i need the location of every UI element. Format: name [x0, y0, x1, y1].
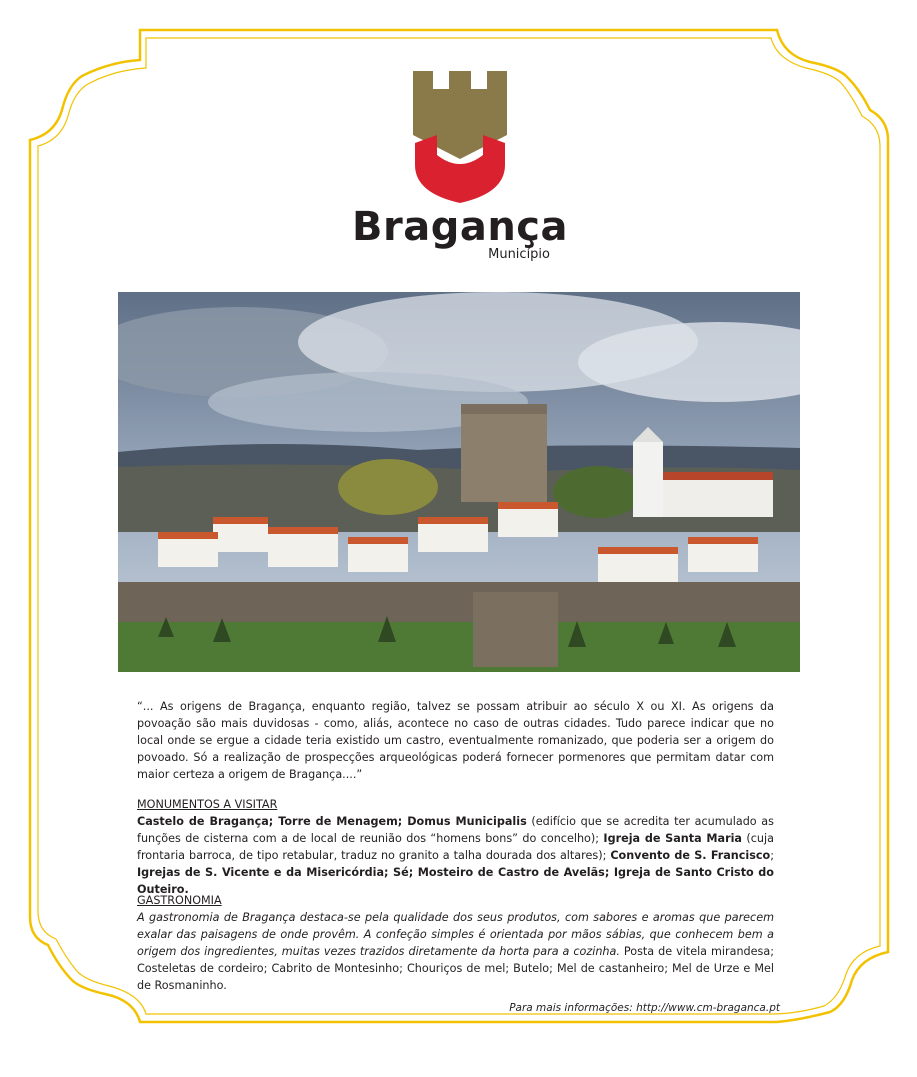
footer-link[interactable]: Para mais informações: http://www.cm-braganca.pt — [509, 1002, 780, 1014]
gastronomy-section — [137, 892, 774, 994]
brand-name: Bragança — [351, 204, 568, 250]
monuments-heading: MONUMENTOS A VISITAR — [137, 798, 278, 811]
gastronomy-heading: GASTRONOMIA — [137, 894, 222, 907]
city-photo — [118, 292, 800, 672]
municipality-logo — [340, 65, 580, 270]
gastronomy-text: A gastronomia de Bragança destaca-se pela qualidade dos seus produtos, com sabores e aromas que parecem exalar das paisagens de onde provêm. A confeção simples é orientada por mãos sábias, que conhecem bem a origem dos ingredientes, muitas vezes trazidos diretamente da horta para a cozinha. Posta de vitela mirandesa; Costeletas de cordeiro; Cabrito de Montesinho; Chouriços de mel; Butelo; Mel de castanheiro; Mel de Urze e Mel de Rosmaninho. — [137, 911, 774, 992]
history-quote: “... As origens de Bragança, enquanto região, talvez se possam atribuir ao século X ou XI. As origens da povoação são mais duvidosas - como, aliás, acontece no caso de outras cidades. Tudo parece indicar que no local onde se ergue a cidade teria existido um castro, eventualmente romanizado, que poderia ser a origem do povoado. Só a realização de prospecções arqueológicas poderá fornecer pormenores que permitam datar com maior certeza a origem de Bragança....” — [137, 700, 774, 781]
monuments-section — [137, 796, 774, 898]
monuments-text: Castelo de Bragança; Torre de Menagem; Domus Municipalis (edifício que se acredita ter acumulado as funções de cisterna com a de local de reunião dos “homens bons” do concelho); Igreja de Santa Maria (cuja frontaria barroca, de tipo retabular, traduz no granito a talha dourada dos altares); Convento de S. Francisco; Igrejas de S. Vicente e da Misericórdia; Sé; Mosteiro de Castro de Avelãs; Igreja de Santo Cristo do Outeiro. — [137, 815, 774, 896]
castle-shield-icon — [405, 65, 515, 205]
brand-subtitle: Município — [488, 247, 550, 262]
